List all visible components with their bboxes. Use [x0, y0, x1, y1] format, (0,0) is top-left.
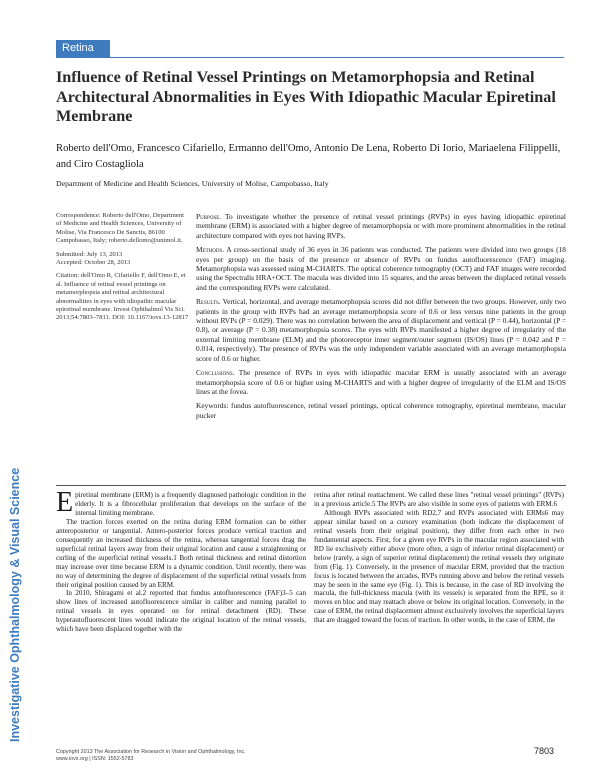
body-paragraph: In 2010, Shiragami et al.2 reported that fundus autofluorescence (FAF)3–5 can show lines of increased autofluorescence similar in caliber and running parallel to retinal vessels in eyes operated on for retinal detachment (RD). These hyperautofluorescent lines would indicate the original location of the retinal vessels, which have been displaced together with the [56, 589, 306, 634]
paragraph-text: piretinal membrane (ERM) is a frequently diagnosed pathologic condition in the elderly. It is a fibrocellular proliferation that develops on the surface of the internal limiting membrane. [75, 491, 306, 517]
journal-spine-text: Investigative Ophthalmology & Visual Science [8, 467, 22, 742]
methods-label: Methods. [196, 245, 225, 255]
copyright-line: Copyright 2013 The Association for Research in Vision and Ophthalmology, Inc. [56, 749, 246, 755]
results-label: Results. [196, 297, 221, 307]
citation: Citation: dell'Omo R, Cifariello F, dell'Omo E, et al. Influence of retinal vessel printings on metamorphopsia and retinal architectural abnormalities in eyes with idiopathic macular epiretinal membrane. Invest Ophthalmol Vis Sci. 2013;54:7803–7811. DOI: 10.1167/iovs.13-12817 [56, 272, 189, 322]
purpose-text: To investigate whether the presence of retinal vessel printings (RVPs) in eyes having idiopathic epiretinal membrane (ERM) is associated with a higher degree of metamorphopsia or with more prominent abnormalities in the retinal architecture compared with eyes not having RVPs. [196, 212, 566, 240]
abstract-methods [196, 245, 566, 292]
section-tag: Retina [56, 40, 110, 57]
abstract-conclusions [196, 368, 566, 396]
page-footer [56, 749, 376, 763]
body-paragraph: retina after retinal reattachment. We called these lines "retinal vessel printings" (RVPs) in a previous article.5 The RVPs are also visible in some eyes of patients with ERM.6 [314, 491, 564, 508]
section-divider [56, 485, 566, 486]
conclusions-text: The presence of RVPs in eyes with idiopathic macular ERM is usually associated with an average metamorphopsia score of 0.6 or higher using M-CHARTS and with a higher degree of irregularity of the ELM and IS/OS lines at the fovea. [196, 368, 567, 396]
abstract-results [196, 297, 566, 363]
methods-text: A cross-sectional study of 36 eyes in 36 patients was conducted. The patients were divided into two groups (18 eyes per group) on the basis of the presence or absence of RVPs on fundus autofluorescence (FAF) imaging. Metamorphopsia was assessed using M-CHARTS. The optical coherence tomography (OCT) and FAF images were recorded using the Spectralis HRA+OCT. The macula was divided into 15 squares, and the areas between the displaced retinal vessels and the corresponding RVPs were calculated. [196, 245, 566, 292]
article-title: Influence of Retinal Vessel Printings on Metamorphopsia and Retinal Architectural Abnormalities in Eyes With Idiopathic Macular Epiretinal Membrane [56, 68, 556, 125]
abstract-purpose [196, 212, 566, 240]
author-list: Roberto dell'Omo, Francesco Cifariello, Ermanno dell'Omo, Antonio De Lena, Roberto Di Iorio, Mariaelena Filippelli, and Ciro Costagliola [56, 143, 561, 170]
issn-line: www.iovs.org | ISSN: 1552-5783 [56, 756, 134, 762]
page-number: 7803 [534, 746, 555, 756]
submitted-date: Submitted: July 13, 2013 [56, 250, 123, 258]
correspondence: Correspondence: Roberto dell'Omo, Department of Medicine and Health Sciences, University of Molise, Via Francesco De Sanctis, 86100 Campobasso, Italy; roberto.dellomo@unimol.it. [56, 212, 184, 245]
header-rule [56, 57, 564, 58]
results-text: Vertical, horizontal, and average metamorphopsia scores did not differ between the two groups. However, only two patients in the group with RVPs had an average metamorphopsia score of 0.6 or less versus nine patients in the group without RVPs (P = 0.029). There was no correlation between the area of displacement and vertical (P = 0.44), horizontal (P = 0.8), or average (P = 0.38) metamorphopsia scores. The eyes with RVPs manifested a higher degree of irregularity of the external limiting membrane (ELM) and the photoreceptor inner segment/outer segment (IS/OS) lines (P = 0.042 and P = 0.014, respectively). The presence of RVPs was the only independent variable associated with an average metamorphopsia score of 0.6 or higher. [196, 297, 566, 363]
abstract [196, 212, 566, 425]
purpose-label: Purpose. [196, 212, 222, 221]
body-paragraph [56, 487, 306, 518]
article-info-sidebar [56, 212, 190, 328]
accepted-date: Accepted: October 28, 2013 [56, 259, 131, 267]
drop-cap: E [56, 487, 74, 518]
keywords: Keywords: fundus autofluorescence, retinal vessel printings, optical coherence tomography, epiretinal membrane, macular pucker [196, 401, 566, 420]
body-column-right [314, 491, 564, 625]
body-paragraph: Although RVPs associated with RD2,7 and RVPs associated with ERMs6 may appear similar based on a cursory examination (both indicate the displacement of retinal vessels from their original position), they differ from each other in two fundamental aspects. First, for a given eye RVPs in the macular region associated with RD lie exclusively either above (more often, a sign of inferior retinal displacement) or below (rarely, a sign of superior retinal displacement) the retinal vessels they originate from (Fig. 1). Conversely, in the presence of macular ERM, provided that the traction focus is located between the arcades, RVPs running above and below the retinal vessels may be seen in the same eye (Fig. 1). This is because, in the case of RD involving the macula, the full-thickness macula (with its vessels) is separated from the RPE, so it moves en bloc and may reattach above or below its original location. Conversely, in the case of ERM, the retinal displacement almost exclusively involves the superficial layers that are dragged toward the focus of traction. In other words, in the case of ERM, the [314, 508, 564, 625]
conclusions-label: Conclusions. [196, 368, 235, 378]
affiliation: Department of Medicine and Health Sciences, University of Molise, Campobasso, Italy [56, 179, 329, 188]
body-column-left [56, 487, 306, 634]
body-paragraph: The traction forces exerted on the retina during ERM formation can be either anteroposterior or tangential. Antero-posterior forces produce vertical traction and consequently an increased thickness of the retina, whereas tangential forces drag the superficial retinal layers away from their original location and cause a straightening or curling of the superficial retinal vessels.1 Both retinal thickness and retinal distortion may increase over time because ERM is a dynamic condition. Until recently, there was no way of determining the degree of displacement of the superficial retinal vessels from their original position caused by an ERM. [56, 517, 306, 589]
